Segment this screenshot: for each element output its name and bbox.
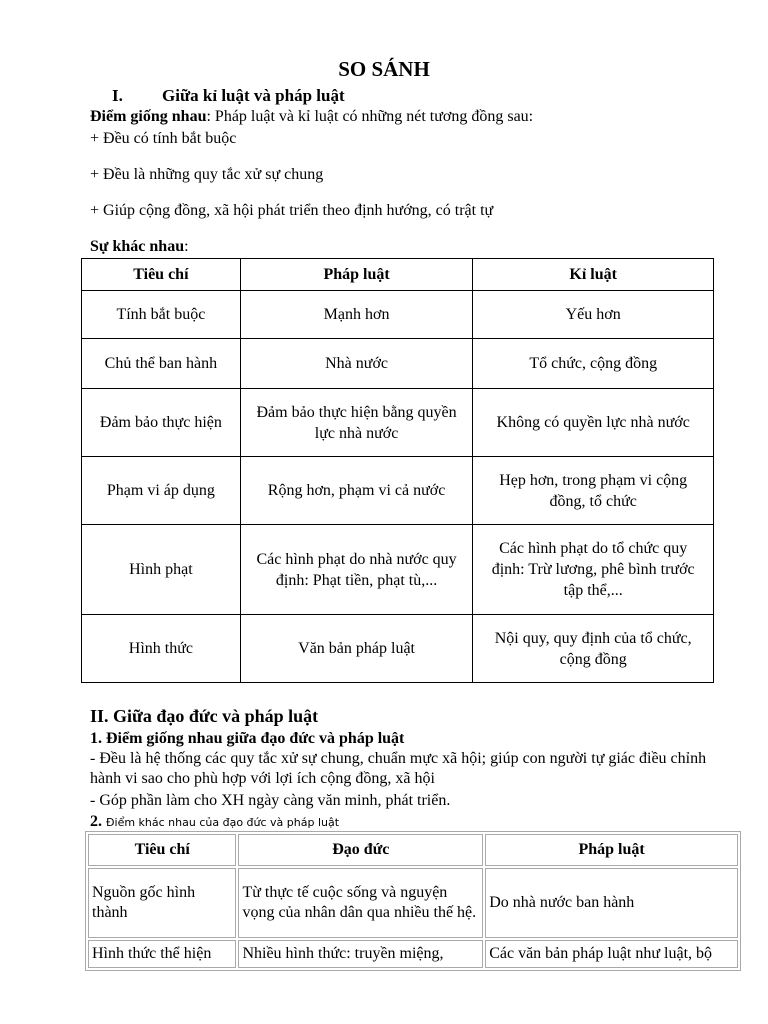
table-header-cell: Tiêu chí [88, 834, 236, 866]
table-header-cell: Kỉ luật [473, 259, 714, 291]
differences-label [90, 238, 189, 256]
table-cell: Rộng hơn, phạm vi cả nước [240, 457, 473, 525]
table-cell: Không có quyền lực nhà nước [473, 389, 714, 457]
table-row [82, 291, 714, 339]
table-cell: Phạm vi áp dụng [82, 457, 241, 525]
similarities-intro-text: : Pháp luật và kỉ luật có những nét tương đồng sau: [206, 108, 534, 125]
section-2-heading: II. Giữa đạo đức và pháp luật [90, 706, 319, 726]
table-header-cell: Pháp luật [485, 834, 738, 866]
section-2-sub2-number: 2. [90, 813, 102, 830]
section-1-heading [112, 86, 345, 106]
table-cell: Hình thức thể hiện [88, 940, 236, 968]
section-1-title: Giữa kỉ luật và pháp luật [162, 86, 345, 105]
similarities-label: Điểm giống nhau [90, 108, 207, 125]
table-cell: Văn bản pháp luật [240, 615, 473, 683]
table-cell: Nhà nước [240, 339, 473, 389]
section-2-sub2 [90, 812, 339, 833]
table-header-cell: Đạo đức [238, 834, 483, 866]
table-cell: Nhiều hình thức: truyền miệng, [238, 940, 483, 968]
table-cell: Hình phạt [82, 525, 241, 615]
table-cell: Hình thức [82, 615, 241, 683]
table-cell: Các hình phạt do tổ chức quy định: Trừ lương, phê bình trước tập thể,... [473, 525, 714, 615]
table-cell: Nội quy, quy định của tổ chức, cộng đồng [473, 615, 714, 683]
section-2-point: - Đều là hệ thống các quy tắc xử sự chung, chuẩn mực xã hội; giúp con người tự giác điều chỉnh hành vi sao cho phù hợp với lợi ích cộng đồng, xã hội [90, 750, 707, 787]
section-2-sub1: 1. Điểm giống nhau giữa đạo đức và pháp luật [90, 730, 405, 747]
table-header-cell: Pháp luật [240, 259, 473, 291]
table-row [82, 339, 714, 389]
section-2-sub2-text: Điểm khác nhau của đạo đức và pháp luật [106, 816, 340, 829]
table-row [88, 940, 738, 968]
table-cell: Các văn bản pháp luật như luật, bộ [485, 940, 738, 968]
table-header-row [88, 834, 738, 866]
table-cell: Từ thực tế cuộc sống và nguyện vọng của nhân dân qua nhiều thế hệ. [238, 868, 483, 938]
table-row [82, 457, 714, 525]
table-cell: Do nhà nước ban hành [485, 868, 738, 938]
table-cell: Nguồn gốc hình thành [88, 868, 236, 938]
table-row [82, 615, 714, 683]
table-row [82, 525, 714, 615]
ethics-law-table [85, 831, 741, 971]
table-cell: Hẹp hơn, trong phạm vi cộng đồng, tổ chức [473, 457, 714, 525]
table-cell: Đảm bảo thực hiện bằng quyền lực nhà nước [240, 389, 473, 457]
table-header-row [82, 259, 714, 291]
section-1-number: I. [112, 86, 123, 105]
discipline-law-table [81, 258, 714, 683]
table-header-cell: Tiêu chí [82, 259, 241, 291]
table-cell: Đảm bảo thực hiện [82, 389, 241, 457]
table-cell: Chủ thể ban hành [82, 339, 241, 389]
table-cell: Mạnh hơn [240, 291, 473, 339]
similarity-point: + Đều có tính bắt buộc [90, 130, 237, 147]
page-title: SO SÁNH [338, 57, 430, 81]
table-cell: Các hình phạt do nhà nước quy định: Phạt tiền, phạt tù,... [240, 525, 473, 615]
similarity-point: + Đều là những quy tắc xử sự chung [90, 166, 324, 183]
table-cell: Tính bắt buộc [82, 291, 241, 339]
differences-colon: : [184, 238, 189, 255]
differences-label-text: Sự khác nhau [90, 238, 185, 255]
similarity-point: + Giúp cộng đồng, xã hội phát triển theo định hướng, có trật tự [90, 202, 494, 219]
table-cell: Yếu hơn [473, 291, 714, 339]
section-2-point: - Góp phần làm cho XH ngày càng văn minh, phát triển. [90, 792, 451, 809]
table-row [82, 389, 714, 457]
table-row [88, 868, 738, 938]
similarities-intro [90, 108, 533, 126]
table-cell: Tổ chức, cộng đồng [473, 339, 714, 389]
